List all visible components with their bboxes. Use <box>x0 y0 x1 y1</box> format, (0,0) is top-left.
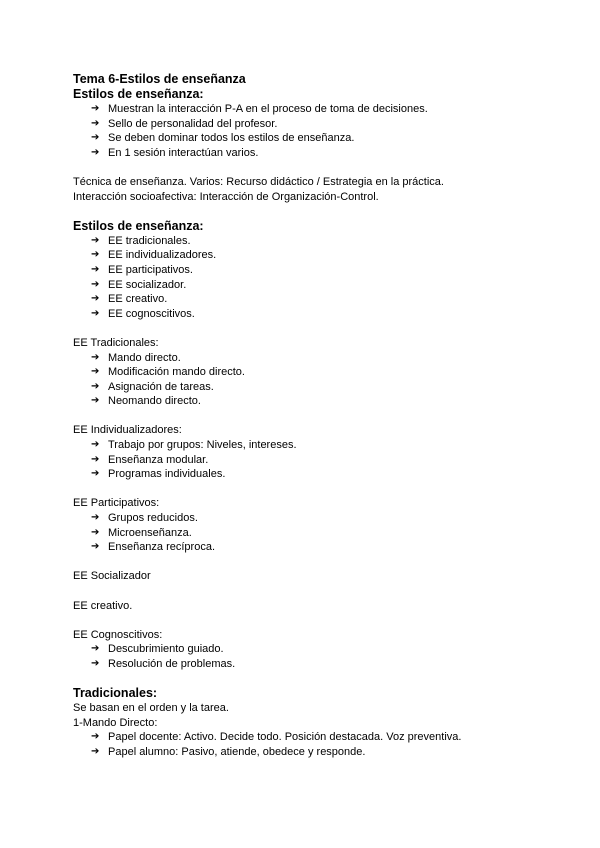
arrow-icon: ➔ <box>91 249 100 261</box>
list-item: ➔ Grupos reducidos. <box>91 512 198 525</box>
list-item: ➔ Neomando directo. <box>91 395 201 408</box>
tradicionales-list <box>73 730 543 759</box>
group-list <box>73 438 543 482</box>
group-list <box>73 351 543 409</box>
arrow-icon: ➔ <box>91 117 100 129</box>
list-item: ➔ Papel alumno: Pasivo, atiende, obedece y responde. <box>91 745 366 758</box>
definition-line: Técnica de enseñanza. Varios: Recurso didáctico / Estrategia en la práctica. <box>73 175 444 188</box>
list-item: ➔ Enseñanza recíproca. <box>91 541 216 554</box>
arrow-icon: ➔ <box>91 643 100 655</box>
list-item: ➔ Papel docente: Activo. Decide todo. Posición destacada. Voz preventiva. <box>91 731 462 744</box>
list-item: ➔ Microenseñanza. <box>91 526 192 539</box>
list-item: ➔ Enseñanza modular. <box>91 453 209 466</box>
arrow-icon: ➔ <box>91 278 100 290</box>
arrow-icon: ➔ <box>91 263 100 275</box>
arrow-icon: ➔ <box>91 745 100 757</box>
section1-list <box>73 102 543 160</box>
arrow-icon: ➔ <box>91 132 100 144</box>
arrow-icon: ➔ <box>91 731 100 743</box>
list-item: ➔ Trabajo por grupos: Niveles, intereses. <box>91 439 297 452</box>
list-item: ➔ Descubrimiento guiado. <box>91 643 224 656</box>
tradicionales-intro: Se basan en el orden y la tarea. <box>73 702 229 715</box>
list-item: ➔ Sello de personalidad del profesor. <box>91 117 278 130</box>
arrow-icon: ➔ <box>91 657 100 669</box>
arrow-icon: ➔ <box>91 146 100 158</box>
arrow-icon: ➔ <box>91 103 100 114</box>
arrow-icon: ➔ <box>91 293 100 305</box>
group-list <box>73 642 543 671</box>
list-item: ➔ Resolución de problemas. <box>91 657 236 670</box>
arrow-icon: ➔ <box>91 351 100 363</box>
list-item: ➔ Mando directo. <box>91 351 181 364</box>
arrow-icon: ➔ <box>91 512 100 524</box>
list-item: ➔ Modificación mando directo. <box>91 366 245 379</box>
arrow-icon: ➔ <box>91 234 100 246</box>
list-item: ➔ EE individualizadores. <box>91 249 217 262</box>
group-label: EE Cognoscitivos: <box>73 628 163 641</box>
section1-heading: Estilos de enseñanza: <box>73 87 204 101</box>
arrow-icon: ➔ <box>91 526 100 538</box>
list-item: ➔ EE creativo. <box>91 293 168 306</box>
section2-heading: Estilos de enseñanza: <box>73 218 204 233</box>
list-item: ➔ EE tradicionales. <box>91 234 191 247</box>
section2-list <box>73 234 543 322</box>
tradicionales-heading: Tradicionales: <box>73 686 158 701</box>
arrow-icon: ➔ <box>91 380 100 392</box>
document-title: Tema 6-Estilos de enseñanza <box>73 72 246 86</box>
group-label: EE Participativos: <box>73 497 160 510</box>
arrow-icon: ➔ <box>91 366 100 378</box>
group-label: EE creativo. <box>73 599 133 612</box>
group-list <box>73 511 543 555</box>
arrow-icon: ➔ <box>91 541 100 553</box>
tradicionales-subheading: 1-Mando Directo: <box>73 716 158 729</box>
list-item: ➔ Se deben dominar todos los estilos de enseñanza. <box>91 132 355 145</box>
arrow-icon: ➔ <box>91 307 100 319</box>
list-item: ➔ EE participativos. <box>91 263 193 276</box>
list-item: ➔ Programas individuales. <box>91 468 226 481</box>
group-label: EE Individualizadores: <box>73 424 182 437</box>
arrow-icon: ➔ <box>91 453 100 465</box>
group-label: EE Socializador <box>73 570 151 583</box>
list-item: ➔ EE socializador. <box>91 278 187 291</box>
list-item: ➔ EE cognoscitivos. <box>91 307 195 320</box>
arrow-icon: ➔ <box>91 395 100 407</box>
definition-line: Interacción socioafectiva: Interacción de Organización-Control. <box>73 190 379 203</box>
list-item: ➔ En 1 sesión interactúan varios. <box>91 146 259 159</box>
group-label: EE Tradicionales: <box>73 336 159 349</box>
arrow-icon: ➔ <box>91 468 100 480</box>
list-item: ➔ Muestran la interacción P-A en el proceso de toma de decisiones. <box>91 103 428 115</box>
arrow-icon: ➔ <box>91 439 100 451</box>
list-item: ➔ Asignación de tareas. <box>91 380 214 393</box>
document-page <box>73 72 543 760</box>
